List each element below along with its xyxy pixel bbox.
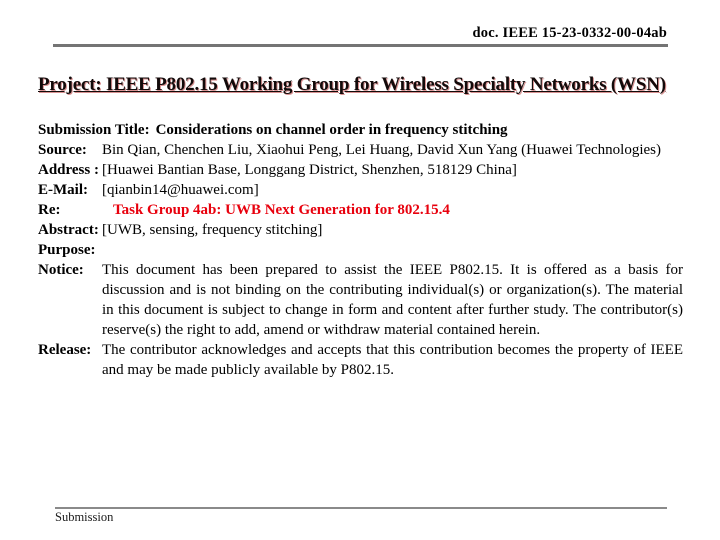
footer-submission-label: Submission — [55, 510, 114, 524]
field-row-notice — [38, 260, 683, 340]
field-value-notice: This document has been prepared to assist the IEEE P802.15. It is offered as a basis for discussion and is not binding on the contributing individual(s) or organization(s). The material in this document is subject to change in form and content after further study. The contributor(s) reserve(s) the right to add, amend or withdraw material contained herein. — [102, 262, 683, 338]
field-value-release: The contributor acknowledges and accepts that this contribution becomes the property of IEEE and may be made publicly available by P802.15. — [102, 342, 683, 378]
field-value-re: Task Group 4ab: UWB Next Generation for 802.15.4 — [113, 202, 450, 218]
field-row-source — [38, 140, 683, 160]
field-row-release — [38, 340, 683, 380]
field-label-notice: Notice: — [38, 262, 84, 278]
header-divider-line — [53, 44, 668, 47]
field-row-re — [38, 200, 683, 220]
doc-number: doc. IEEE 15-23-0332-00-04ab — [472, 25, 667, 41]
field-row-abstract — [38, 220, 683, 240]
field-value-submission-title: Considerations on channel order in frequency stitching — [155, 122, 508, 138]
field-value-email: [qianbin14@huawei.com] — [102, 182, 259, 198]
field-label-address: Address : — [38, 162, 99, 178]
field-value-address: [Huawei Bantian Base, Longgang District, Shenzhen, 518129 China] — [102, 162, 517, 178]
field-value-abstract: [UWB, sensing, frequency stitching] — [102, 222, 323, 238]
field-label-release: Release: — [38, 342, 92, 358]
field-label-email: E-Mail: — [38, 182, 88, 198]
field-label-purpose: Purpose: — [38, 242, 96, 258]
field-label-re: Re: — [38, 202, 61, 218]
field-label-submission-title: Submission Title: — [38, 122, 150, 138]
footer-divider-line — [55, 507, 667, 509]
field-label-source: Source: — [38, 142, 87, 158]
field-row-email — [38, 180, 683, 200]
submission-fields — [38, 120, 683, 380]
field-value-source: Bin Qian, Chenchen Liu, Xiaohui Peng, Lei Huang, David Xun Yang (Huawei Technologies) — [102, 142, 661, 158]
field-row-purpose — [38, 240, 683, 260]
field-row-submission-title — [38, 120, 683, 140]
page-title: Project: IEEE P802.15 Working Group for Wireless Specialty Networks (WSN) — [38, 74, 666, 95]
field-label-abstract: Abstract: — [38, 222, 99, 238]
field-row-address — [38, 160, 683, 180]
